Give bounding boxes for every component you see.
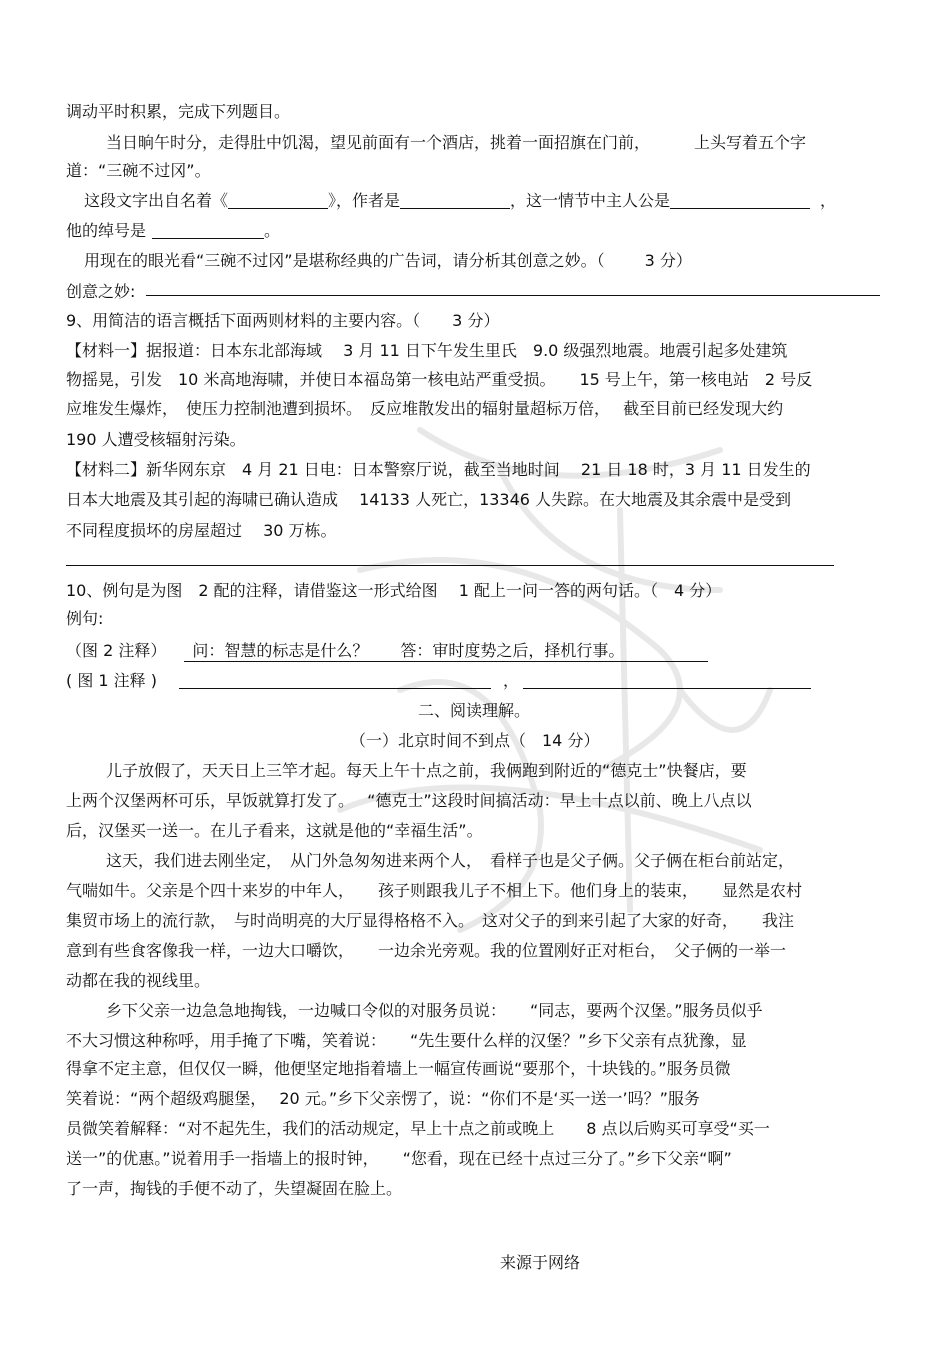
creative-label: 创意之妙:: [66, 282, 136, 301]
material-1-line-2: 物摇晃，引发 10 米高地海啸，并使日本福岛第一核电站严重受损。 15 号上午，第一核电站 2 号反: [66, 370, 813, 389]
comma: ，: [503, 671, 520, 690]
passage-line-2: 道：“三碗不过冈”。: [66, 161, 211, 180]
question-text: ，: [820, 191, 837, 210]
figure-1-caption: [66, 668, 811, 691]
figure-1-label: ( 图 1 注释 ): [66, 671, 158, 690]
section-title: 二、阅读理解。: [418, 701, 531, 720]
passage-line-1: [106, 130, 806, 153]
p1-line-3: 后，汉堡买一送一。在儿子看来，这就是他的“幸福生活”。: [66, 821, 483, 840]
p2-line-4: 意到有些食客像我一样，一边大口嚼饮， 一边余光旁观。我的位置刚好正对柜台， 父子俩的一举一: [66, 941, 787, 960]
intro-line: 调动平时积累，完成下列题目。: [66, 102, 291, 121]
answer-line-q9[interactable]: [66, 565, 834, 566]
p1-line-2: 上两个汉堡两杯可乐，早饭就算打发了。 “德克士”这段时间搞活动：早上十点以前、晚上八点以: [66, 791, 752, 810]
example-label: 例句:: [66, 609, 104, 628]
p3-line-2: 不大习惯这种称呼，用手掩了下嘴，笑着说： “先生要什么样的汉堡？”乡下父亲有点犹豫，显: [66, 1031, 747, 1050]
figure-2-label: （图 2 注释）: [66, 641, 167, 660]
p1-line-1: 儿子放假了，天天日上三竿才起。每天上午十点之前，我俩跑到附近的“德克士”快餐店，要: [106, 761, 747, 780]
question-nickname: [66, 218, 280, 241]
question-source: [84, 188, 836, 211]
material-2-line-1: 【材料二】新华网东京 4 月 21 日电：日本警察厅说，截至当地时间 21 日 18 时，3 月 11 日发生的: [66, 460, 811, 479]
story-title: （一）北京时间不到点（ 14 分）: [350, 731, 600, 750]
p3-line-4: 笑着说：“两个超级鸡腿堡， 20 元。”乡下父亲愣了，说：“你们不是‘买一送一’吗？”服务: [66, 1089, 700, 1108]
p3-line-3: 得拿不定主意，但仅仅一瞬，他便坚定地指着墙上一幅宣传画说“要那个，十块钱的。”服务员微: [66, 1059, 731, 1078]
question-text: 》，作者是: [328, 191, 401, 210]
p3-line-1: 乡下父亲一边急急地掏钱，一边喊口令似的对服务员说： “同志，要两个汉堡。”服务员似乎: [106, 1001, 763, 1020]
answer-blank-author[interactable]: [400, 192, 510, 209]
material-2-line-3: 不同程度损坏的房屋超过 30 万栋。: [66, 521, 337, 540]
question-text: 这段文字出自名着《: [84, 191, 229, 210]
question-ad: [84, 248, 692, 271]
p2-line-2: 气喘如牛。父亲是个四十来岁的中年人， 孩子则跟我儿子不相上下。他们身上的装束， 显然是农村: [66, 881, 803, 900]
p3-line-5: 员微笑着解释：“对不起先生，我们的活动规定，早上十点之前或晚上 8 点以后购买可享受“买一: [66, 1119, 770, 1138]
question-text: 他的绰号是: [66, 221, 147, 240]
footer-source: 来源于网络: [500, 1253, 581, 1272]
answer-blank-figure-1-question[interactable]: [179, 672, 491, 689]
p3-line-6: 送一”的优惠。”说着用手一指墙上的报时钟， “您看，现在已经十点过三分了。”乡下父亲“啊”: [66, 1149, 732, 1168]
material-1-line-3: 应堆发生爆炸， 使压力控制池遭到损坏。 反应堆散发出的辐射量超标万倍， 截至目前已经发现大约: [66, 399, 784, 418]
question-9: 9、用简洁的语言概括下面两则材料的主要内容。（ 3 分）: [66, 311, 500, 330]
material-2-line-2: 日本大地震及其引起的海啸已确认造成 14133 人死亡，13346 人失踪。在大地震及其余震中是受到: [66, 490, 792, 509]
answer-blank-book[interactable]: [228, 192, 328, 209]
question-text: ，这一情节中主人公是: [510, 191, 671, 210]
question-score: 3 分）: [644, 251, 692, 270]
question-text: 用现在的眼光看“三碗不过冈”是堪称经典的广告词，请分析其创意之妙。（: [84, 251, 605, 270]
answer-blank-nickname[interactable]: [152, 222, 264, 239]
material-1-line-4: 190 人遭受核辐射污染。: [66, 430, 246, 449]
passage-text: 上头写着五个字: [694, 133, 807, 152]
p2-line-3: 集贸市场上的流行款， 与时尚明亮的大厅显得格格不入。 这对父子的到来引起了大家的好奇， 我注: [66, 911, 795, 930]
answer-blank-figure-1-answer[interactable]: [523, 672, 811, 689]
p2-line-1: 这天，我们进去刚坐定， 从门外急匆匆进来两个人， 看样子也是父子俩。父子俩在柜台前站定，: [106, 851, 795, 870]
passage-text: 当日晌午时分，走得肚中饥渴，望见前面有一个酒店，挑着一面招旗在门前，: [106, 133, 651, 152]
p3-line-7: 了一声，掏钱的手便不动了，失望凝固在脸上。: [66, 1179, 403, 1198]
question-text: 。: [264, 221, 281, 240]
answer-blank-protagonist[interactable]: [670, 192, 810, 209]
figure-2-text: 问：智慧的标志是什么？ 答：审时度势之后，择机行事。: [184, 638, 708, 662]
question-10: 10、例句是为图 2 配的注释，请借鉴这一形式给图 1 配上一问一答的两句话。（ 4 分）: [66, 581, 722, 600]
figure-2-caption: [66, 638, 708, 662]
material-1-line-1: 【材料一】据报道：日本东北部海域 3 月 11 日下午发生里氏 9.0 级强烈地震。地震引起多处建筑: [66, 341, 788, 360]
answer-line-creative[interactable]: [146, 295, 880, 296]
p2-line-5: 动都在我的视线里。: [66, 971, 211, 990]
